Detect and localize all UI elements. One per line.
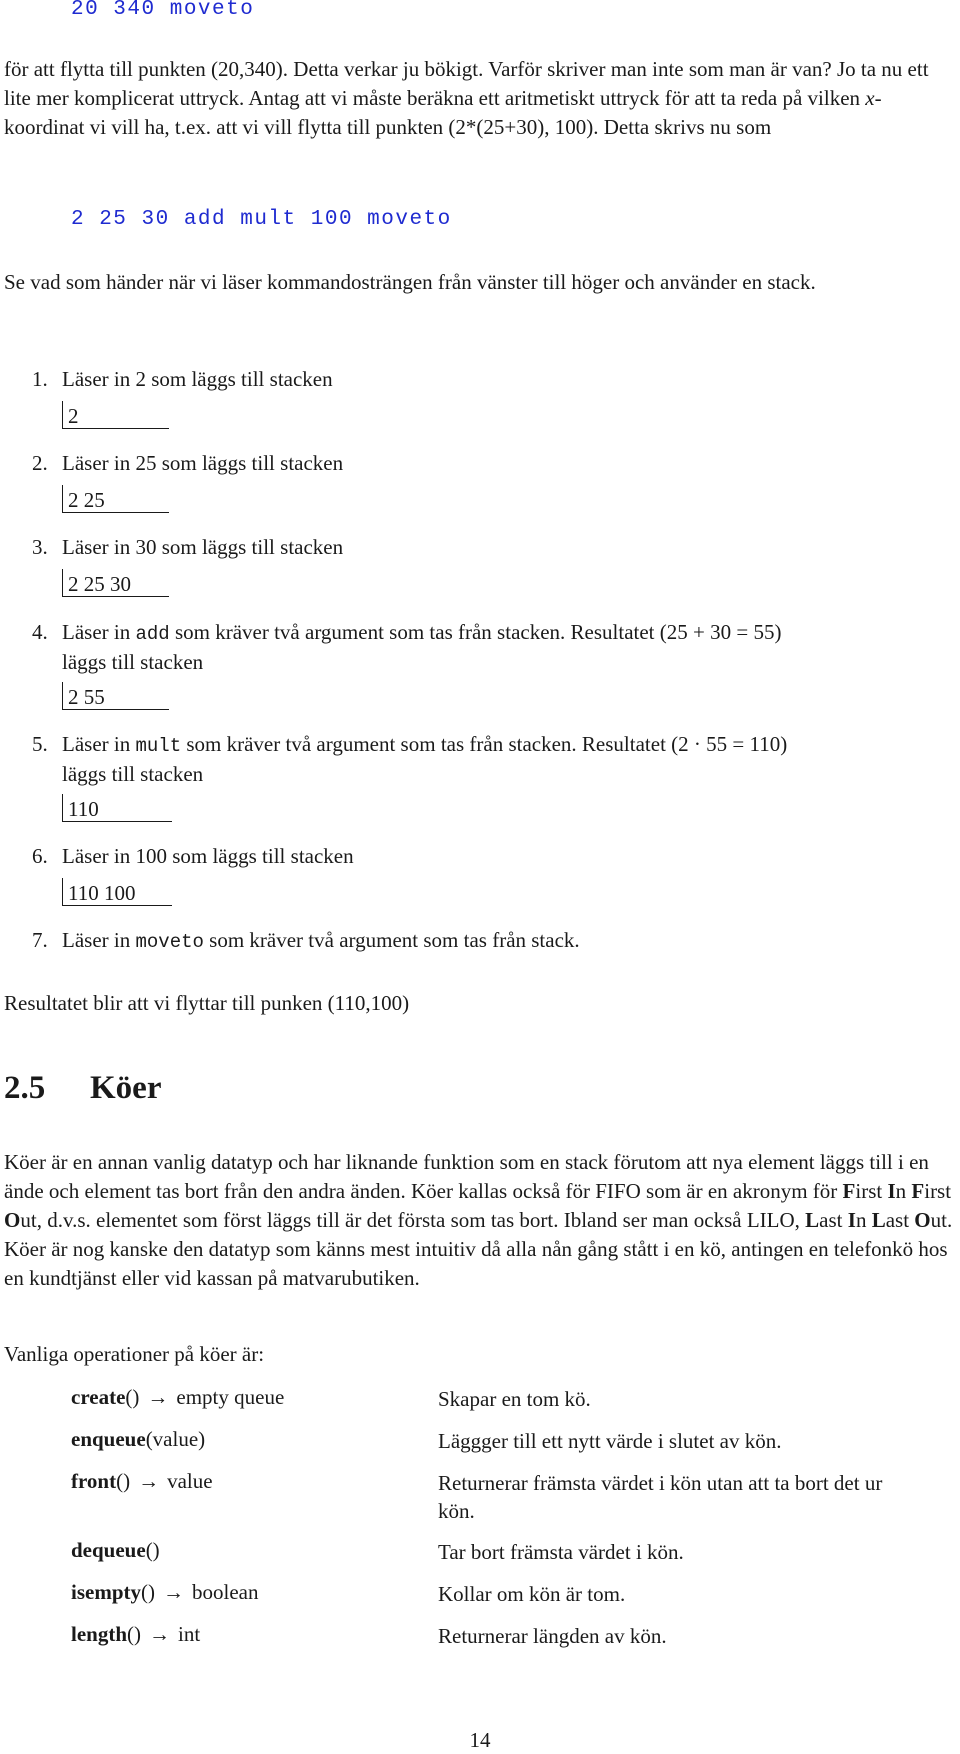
step-text-rest: som kräver två argument som tas från stack. <box>203 928 580 952</box>
operation-description: Returnerar främsta värdet i kön utan att ta bort det ur kön. <box>438 1471 883 1523</box>
operation-description: Tar bort främsta värdet i kön. <box>438 1540 684 1564</box>
step-text: Läser in 2 som läggs till stacken <box>62 367 333 391</box>
operation-name: isempty <box>71 1580 141 1604</box>
operation-return: empty queue <box>176 1385 285 1409</box>
step-text-rest: som kräver två argument som tas från stacken. Resultatet (25 + 30 = 55) <box>169 620 782 644</box>
section-heading <box>4 1070 161 1107</box>
step-text: Läser in 25 som läggs till stacken <box>62 451 344 475</box>
acronym-rest: irst <box>855 1179 888 1203</box>
arrow-icon: → <box>138 1469 160 1493</box>
operation-return: int <box>178 1622 201 1646</box>
operation-return: boolean <box>192 1580 259 1604</box>
step-number: 6. <box>32 844 48 868</box>
stack-box: 110 <box>62 794 172 822</box>
operation-name: enqueue <box>71 1427 146 1451</box>
paragraph-intro <box>4 55 954 142</box>
step-item <box>32 449 952 477</box>
section-title: Köer <box>90 1070 162 1106</box>
acronym-rest: n <box>895 1179 912 1203</box>
acronym-rest: ast <box>885 1208 915 1232</box>
step-text: Läser in 100 som läggs till stacken <box>62 844 354 868</box>
operation-description: Läggger till ett nytt värde i slutet av kön. <box>438 1429 782 1453</box>
paragraph-stack-explanation: Se vad som händer när vi läser kommandosträngen från vänster till höger och använder en stack. <box>4 270 816 294</box>
step-item <box>32 730 952 788</box>
stack-box: 2 25 30 <box>62 569 169 597</box>
operation-return: value <box>167 1469 213 1493</box>
operation-args: () <box>125 1385 140 1409</box>
step-command: add <box>135 623 170 645</box>
step-number: 4. <box>32 620 48 644</box>
operation-signature <box>71 1580 258 1605</box>
stack-box: 2 55 <box>62 682 169 710</box>
step-number: 3. <box>32 535 48 559</box>
step-command: mult <box>135 735 182 757</box>
operation-name: dequeue <box>71 1538 146 1562</box>
queue-text-c: . Köer är nog kanske den datatyp som känns mest intuitiv då alla nån gång stått i en kö, antingen en telefonkö hos en kundtjänst eller vid kassan på matvarubutiken. <box>4 1208 953 1290</box>
arrow-icon: → <box>163 1580 184 1604</box>
acronym-letter: I <box>847 1208 856 1232</box>
arrow-icon: → <box>149 1622 171 1646</box>
queue-text-a: Köer är en annan vanlig datatyp och har liknande funktion som en stack förutom att nya element läggs till i en ände och element tas bort från den andra änden. Köer kallas också för FIFO som är en akronym för <box>4 1150 929 1203</box>
operation-signature <box>71 1469 213 1494</box>
step-command: moveto <box>135 931 204 953</box>
stack-box: 2 25 <box>62 485 169 513</box>
step-text: Läser in <box>62 732 136 756</box>
step-number: 7. <box>32 928 48 952</box>
step-text-rest: som kräver två argument som tas från stacken. Resultatet (2 · 55 = 110) <box>181 732 788 756</box>
acronym-letter: L <box>805 1208 820 1232</box>
operations-intro: Vanliga operationer på köer är: <box>4 1342 265 1366</box>
step-item <box>32 365 952 393</box>
acronym-letter: F <box>842 1179 856 1203</box>
paragraph-text: för att flytta till punkten (20,340). Detta verkar ju bökigt. Varför skriver man inte som man är van? Jo ta nu ett lite mer komplicerat uttryck. Antag att vi måste beräkna ett aritmetiskt uttryck för att ta reda på vilken <box>4 57 929 110</box>
acronym-rest: ast <box>819 1208 848 1232</box>
operation-signature <box>71 1427 205 1452</box>
step-text: Läser in <box>62 620 136 644</box>
code-line-expression: 2 25 30 add mult 100 moveto <box>71 208 452 231</box>
operation-signature <box>71 1385 284 1410</box>
acronym-rest: ut <box>930 1208 947 1232</box>
operation-description: Kollar om kön är tom. <box>438 1582 626 1606</box>
operation-description: Returnerar längden av kön. <box>438 1624 667 1648</box>
operation-args: (value) <box>145 1427 206 1451</box>
operation-signature <box>71 1538 160 1563</box>
acronym-letter: F <box>911 1179 925 1203</box>
step-number: 5. <box>32 732 48 756</box>
operation-args: () <box>127 1622 142 1646</box>
acronym-rest: n <box>855 1208 872 1232</box>
operation-args: () <box>145 1538 160 1562</box>
operation-description: Skapar en tom kö. <box>438 1387 591 1411</box>
step-text: Läser in 30 som läggs till stacken <box>62 535 344 559</box>
step-number: 1. <box>32 367 48 391</box>
operation-args: () <box>116 1469 131 1493</box>
page-number: 14 <box>469 1728 491 1752</box>
step-item <box>32 533 952 561</box>
acronym-letter: O <box>914 1208 931 1232</box>
step-number: 2. <box>32 451 48 475</box>
operation-signature <box>71 1622 200 1647</box>
acronym-rest: ut <box>20 1208 37 1232</box>
section-number: 2.5 <box>4 1070 46 1106</box>
acronym-letter: L <box>871 1208 886 1232</box>
paragraph-queues <box>4 1148 954 1293</box>
acronym-letter: O <box>4 1208 21 1232</box>
step-item <box>32 926 952 956</box>
operation-args: () <box>141 1580 155 1604</box>
step-item <box>32 842 952 870</box>
queue-text-b: , d.v.s. elementet som först läggs till är det första som tas bort. Ibland ser man också LILO, <box>36 1208 806 1232</box>
math-x: x <box>865 86 875 110</box>
step-text-line2: läggs till stacken <box>62 762 204 786</box>
acronym-letter: I <box>887 1179 896 1203</box>
operation-name: create <box>71 1385 126 1409</box>
operation-name: front <box>71 1469 117 1493</box>
arrow-icon: → <box>147 1385 169 1409</box>
result-sentence: Resultatet blir att vi flyttar till punken (110,100) <box>4 991 410 1015</box>
stack-box: 2 <box>62 401 169 429</box>
step-item <box>32 618 952 676</box>
step-text: Läser in <box>62 928 136 952</box>
code-line-moveto: 20 340 moveto <box>71 0 255 21</box>
step-text-line2: läggs till stacken <box>62 650 204 674</box>
stack-box: 110 100 <box>62 878 172 906</box>
paragraph-text-end: -koordinat vi vill ha, t.ex. att vi vill flytta till punkten (2*(25+30), 100). Detta skrivs nu som <box>4 86 882 139</box>
acronym-rest: irst <box>924 1179 952 1203</box>
operation-name: length <box>71 1622 128 1646</box>
